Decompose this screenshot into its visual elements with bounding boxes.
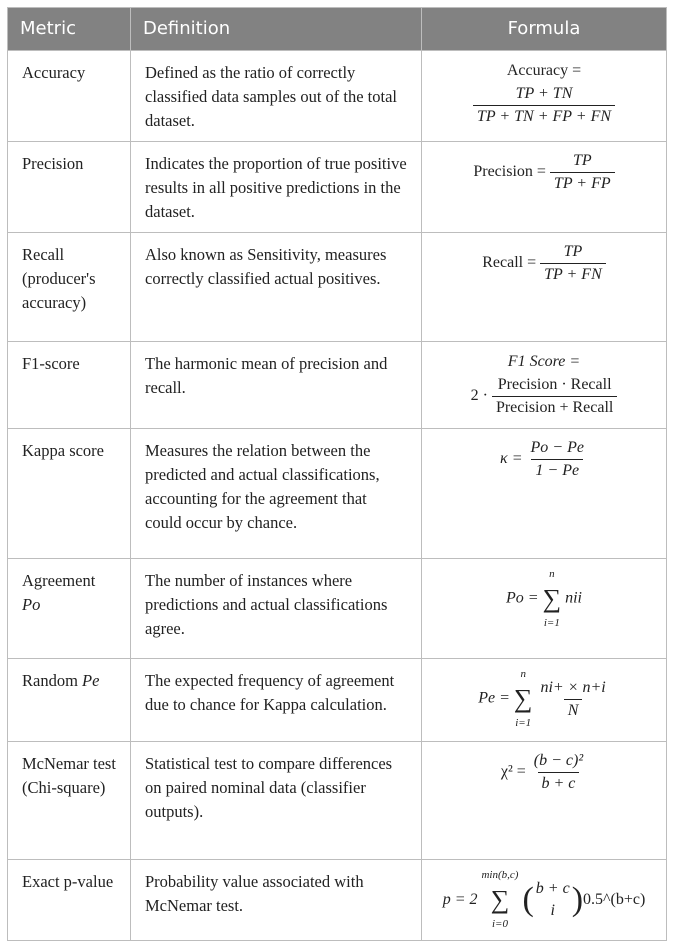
formula-numerator: TP (563, 243, 583, 260)
formula-cell (422, 429, 667, 559)
sum-upper: n (549, 568, 555, 580)
definition-cell: Defined as the ratio of correctly classified data samples out of the total dataset. (131, 51, 422, 142)
binomial-top: b + c (535, 880, 570, 897)
formula-cell (422, 860, 667, 941)
metric-cell: F1-score (8, 342, 131, 429)
formula-lhs: F1 Score = (507, 353, 581, 370)
summation-icon: n ∑ i=1 (513, 668, 533, 729)
sum-lower: i=0 (491, 918, 508, 930)
table-row (8, 742, 667, 860)
metric-cell (8, 659, 131, 742)
metric-name: Random (22, 671, 78, 690)
metrics-table (7, 7, 667, 941)
formula-cell (422, 659, 667, 742)
summation-icon: n ∑ i=1 (542, 568, 562, 629)
sum-upper: n (520, 668, 526, 680)
definition-cell: The number of instances where predictions and actual classifications agree. (131, 559, 422, 659)
formula-denominator: N (564, 699, 583, 722)
metric-cell: Accuracy (8, 51, 131, 142)
formula-numerator: Precision · Recall (497, 376, 612, 393)
definition-cell: The expected frequency of agreement due to chance for Kappa calculation. (131, 659, 422, 742)
formula-numerator: TP + TN (515, 85, 573, 102)
definition-cell: Measures the relation between the predicted and actual classifications, accounting for the agreement that could occur by chance. (131, 429, 422, 559)
header-definition: Definition (131, 8, 422, 51)
table-row (8, 659, 667, 742)
formula-denominator: b + c (538, 772, 580, 795)
table-row (8, 860, 667, 941)
formula-numerator: ni+ × n+i (540, 678, 606, 696)
sum-lower: i=1 (543, 617, 560, 629)
formula-cell (422, 51, 667, 142)
right-paren-icon: ) (571, 881, 584, 918)
formula-lhs: χ² = (500, 763, 526, 781)
header-row (8, 8, 667, 51)
left-paren-icon: ( (522, 881, 534, 918)
formula-lhs: κ = (500, 450, 523, 468)
formula-denominator: TP + TN + FP + FN (473, 105, 615, 128)
metric-name: Agreement (22, 571, 96, 590)
metric-cell: Exact p-value (8, 860, 131, 941)
metric-symbol: Pe (82, 671, 100, 690)
formula-lhs: Pe = (478, 689, 510, 707)
header-formula: Formula (422, 8, 667, 51)
formula-lhs: Po = (505, 589, 539, 607)
sum-upper: min(b,c) (481, 869, 519, 881)
definition-cell: Also known as Sensitivity, measures correctly classified actual positives. (131, 233, 422, 342)
formula-cell (422, 742, 667, 860)
formula-lhs: Accuracy = (506, 62, 582, 79)
formula-cell (422, 142, 667, 233)
metric-cell: Recall (producer's accuracy) (8, 233, 131, 342)
table-row (8, 51, 667, 142)
definition-cell: Indicates the proportion of true positive results in all positive predictions in the dataset. (131, 142, 422, 233)
formula-denominator: TP + FN (540, 263, 606, 286)
formula-numerator: Po − Pe (530, 439, 584, 456)
formula-cell (422, 559, 667, 659)
formula-lhs: Precision = (473, 163, 546, 181)
metric-cell: Kappa score (8, 429, 131, 559)
formula-numerator: TP (572, 152, 592, 169)
metric-cell: McNemar test (Chi-square) (8, 742, 131, 860)
table-row (8, 342, 667, 429)
definition-cell: Statistical test to compare differences on paired nominal data (classifier outputs). (131, 742, 422, 860)
formula-cell (422, 342, 667, 429)
metric-cell: Precision (8, 142, 131, 233)
formula-numerator: (b − c)² (533, 752, 584, 769)
header-metric: Metric (8, 8, 131, 51)
formula-denominator: 1 − Pe (531, 459, 583, 482)
formula-lhs: p = 2 (442, 891, 478, 908)
metric-cell (8, 559, 131, 659)
definition-cell: Probability value associated with McNemar test. (131, 860, 422, 941)
sum-lower: i=1 (515, 717, 532, 729)
formula-term: nii (565, 589, 582, 607)
table-row (8, 429, 667, 559)
definition-cell: The harmonic mean of precision and recall. (131, 342, 422, 429)
formula-denominator: Precision + Recall (492, 396, 617, 419)
metric-symbol: Po (22, 595, 41, 614)
binomial-bottom: i (550, 902, 555, 919)
formula-denominator: TP + FP (550, 172, 615, 195)
formula-tail: 0.5^(b+c) (583, 891, 646, 908)
formula-coefficient: 2 · (470, 387, 488, 405)
formula-lhs: Recall = (482, 254, 537, 272)
table-row (8, 559, 667, 659)
table-row (8, 142, 667, 233)
table-row (8, 233, 667, 342)
summation-icon: min(b,c) ∑ i=0 (481, 869, 519, 930)
formula-cell (422, 233, 667, 342)
